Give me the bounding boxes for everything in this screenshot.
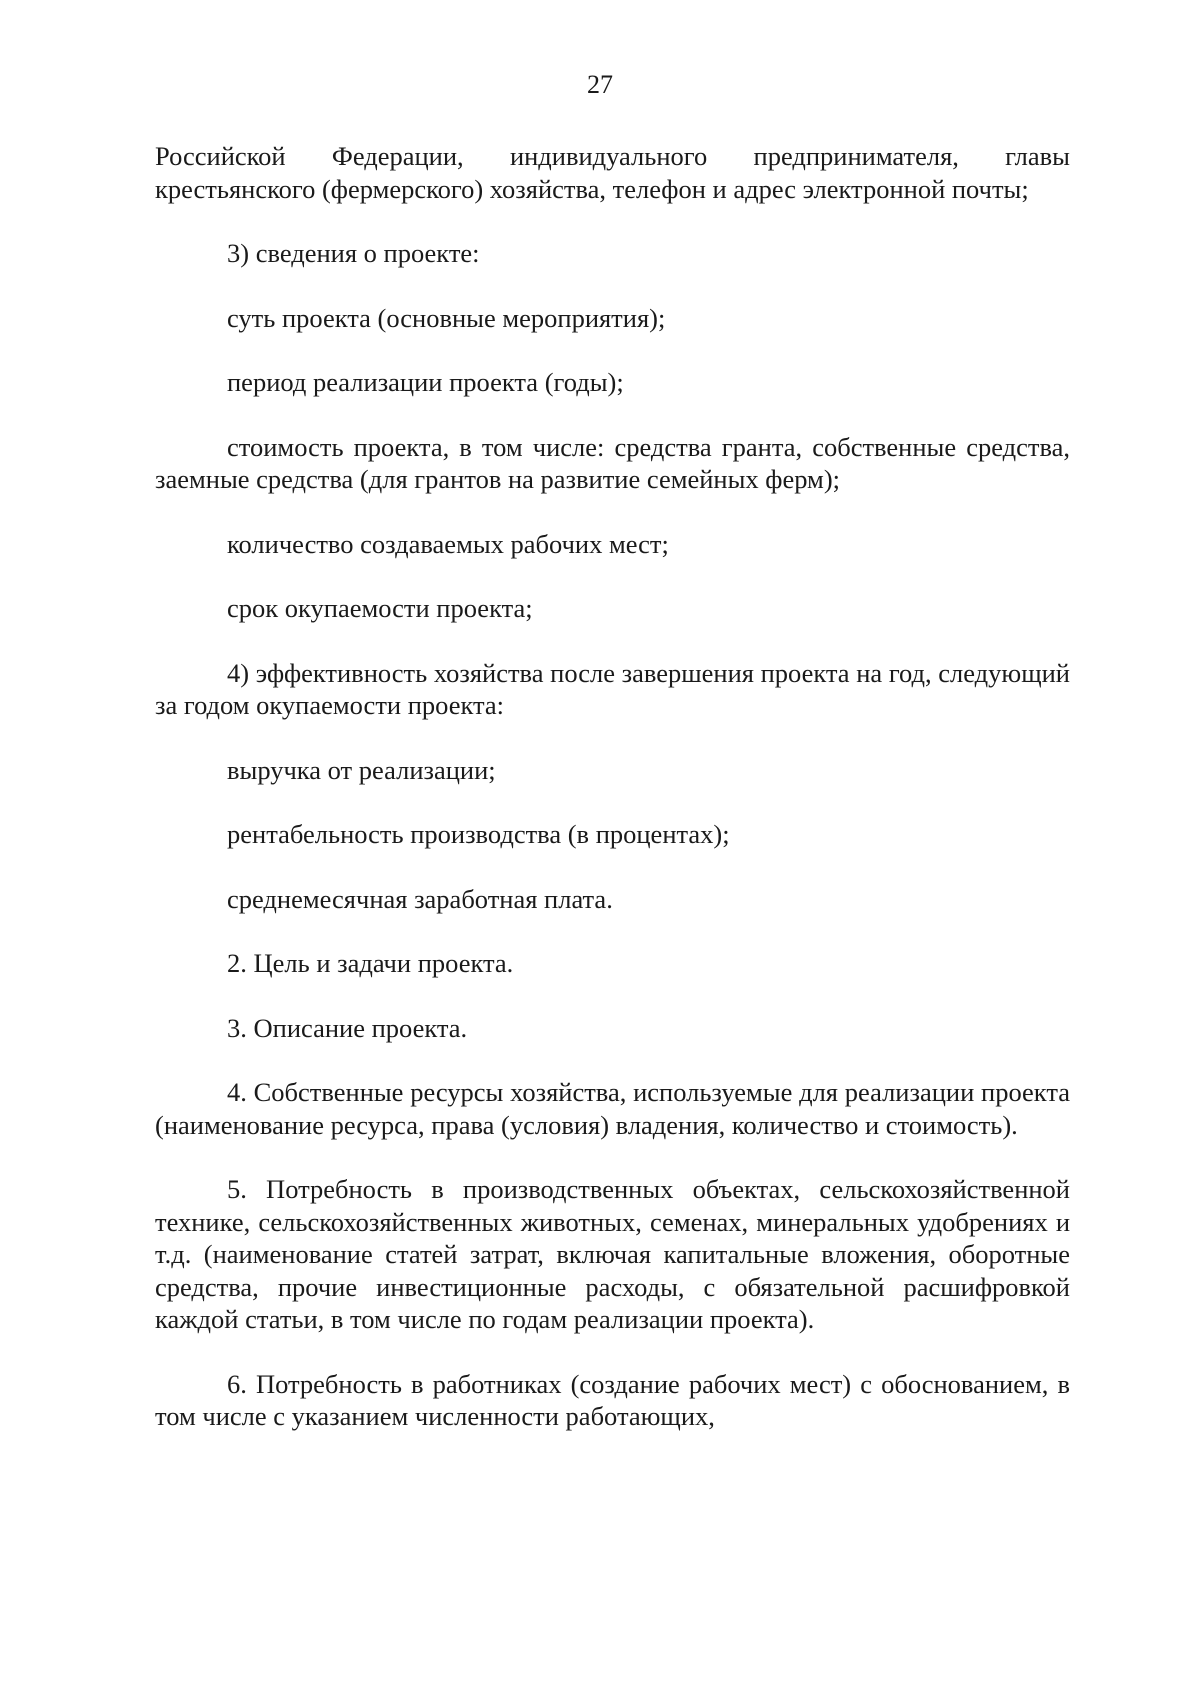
paragraph-project-essence: суть проекта (основные мероприятия); [227,302,666,333]
section-own-resources: 4. Собственные ресурсы хозяйства, используемые для реализации проекта (наименование ресурса, права (условия) владения, количество и стоимость). [155,1077,1070,1140]
paragraph-average-salary: среднемесячная заработная плата. [227,883,613,914]
document-body [155,140,1070,1433]
paragraph-jobs-created: количество создаваемых рабочих мест; [227,528,669,559]
page-number: 27 [587,70,613,99]
paragraph-efficiency-heading: 4) эффективность хозяйства после завершения проекта на год, следующий за годом окупаемости проекта: [155,657,1070,720]
section-production-needs: 5. Потребность в производственных объектах, сельскохозяйственной технике, сельскохозяйственных животных, семенах, минеральных удобрениях и т.д. (наименование статей затрат, включая капитальные вложения, оборотные средства, прочие инвестиционные расходы, с обязательной расшифровкой каждой статьи, в том числе по годам реализации проекта). [155,1174,1070,1334]
paragraph-implementation-period: период реализации проекта (годы); [227,367,624,397]
section-goals: 2. Цель и задачи проекта. [227,948,514,978]
paragraph-revenue: выручка от реализации; [227,754,496,785]
paragraph-contact-info: Российской Федерации, индивидуального предпринимателя, главы крестьянского (фермерского) хозяйства, телефон и адрес электронной почты; [155,141,1070,204]
paragraph-payback-period: срок окупаемости проекта; [227,593,533,623]
paragraph-project-cost: стоимость проекта, в том числе: средства гранта, собственные средства, заемные средства (для грантов на развитие семейных ферм); [155,431,1070,494]
section-description: 3. Описание проекта. [227,1012,468,1043]
paragraph-project-info-heading: 3) сведения о проекте: [227,238,480,268]
section-staff-needs: 6. Потребность в работниках (создание рабочих мест) с обоснованием, в том числе с указанием численности работающих, [155,1368,1070,1431]
paragraph-profitability: рентабельность производства (в процентах); [227,819,730,849]
